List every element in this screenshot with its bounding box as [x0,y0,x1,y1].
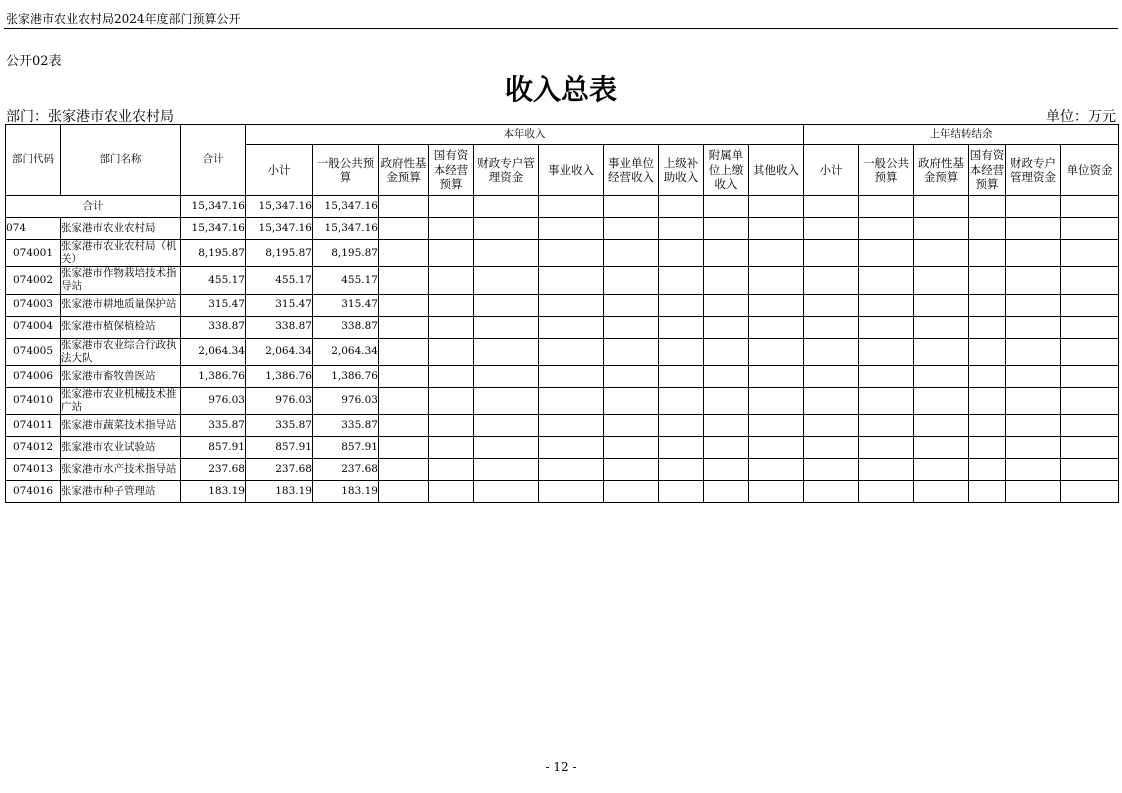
empty-cell [539,481,604,503]
empty-cell [659,338,704,365]
empty-cell [474,387,539,414]
empty-cell [704,415,749,437]
empty-cell [1006,415,1061,437]
empty-cell [429,316,474,338]
empty-cell [604,365,659,387]
empty-cell [749,240,804,267]
empty-cell [914,481,969,503]
empty-cell [969,338,1006,365]
cell-dept-name: 张家港市耕地质量保护站 [61,294,181,316]
cell-subtotal: 183.19 [246,481,313,503]
header-rule [4,28,1118,29]
empty-cell [859,294,914,316]
cell-dept-code: 074004 [6,316,61,338]
col-current-subtotal: 小计 [246,145,313,196]
table-row [6,218,1119,240]
empty-cell [659,415,704,437]
empty-cell [1061,387,1119,414]
cell-subtotal: 976.03 [246,387,313,414]
cell-subtotal: 1,386.76 [246,365,313,387]
empty-cell [379,316,429,338]
cell-dept-name: 张家港市农业农村局 [61,218,181,240]
page-title: 收入总表 [504,73,617,106]
empty-cell [429,481,474,503]
cell-dept-code: 074010 [6,387,61,414]
empty-cell [859,196,914,218]
cell-dept-code: 074012 [6,437,61,459]
empty-cell [914,415,969,437]
col-prev-gov-fund: 政府性基金预算 [914,145,969,196]
empty-cell [659,316,704,338]
empty-cell [429,437,474,459]
empty-cell [969,481,1006,503]
empty-cell [474,437,539,459]
empty-cell [1006,316,1061,338]
empty-cell [604,437,659,459]
cell-general-budget: 335.87 [313,415,379,437]
empty-cell [1061,218,1119,240]
col-prev-state-capital: 国有资本经营预算 [969,145,1006,196]
empty-cell [1061,294,1119,316]
empty-cell [704,338,749,365]
empty-cell [429,196,474,218]
total-label: 合计 [6,196,181,218]
table-number: 公开02表 [6,54,62,69]
empty-cell [539,365,604,387]
empty-cell [379,294,429,316]
empty-cell [859,267,914,294]
empty-cell [379,415,429,437]
empty-cell [704,218,749,240]
empty-cell [539,294,604,316]
empty-cell [1061,316,1119,338]
document-header: 张家港市农业农村局2024年度部门预算公开 [6,12,241,26]
empty-cell [1061,459,1119,481]
group-current-income: 本年收入 [246,125,804,145]
cell-dept-name: 张家港市蔬菜技术指导站 [61,415,181,437]
empty-cell [914,338,969,365]
cell-total: 1,386.76 [181,365,246,387]
table-body [6,196,1119,503]
table-row [6,365,1119,387]
empty-cell [379,459,429,481]
col-current-operating-income: 事业单位经营收入 [604,145,659,196]
empty-cell [804,365,859,387]
empty-cell [604,218,659,240]
empty-cell [804,437,859,459]
cell-subtotal: 15,347.16 [246,196,313,218]
empty-cell [539,218,604,240]
empty-cell [969,365,1006,387]
empty-cell [914,267,969,294]
cell-general-budget: 183.19 [313,481,379,503]
empty-cell [1006,459,1061,481]
empty-cell [914,459,969,481]
cell-total: 335.87 [181,415,246,437]
empty-cell [379,196,429,218]
empty-cell [704,437,749,459]
cell-dept-code: 074013 [6,459,61,481]
empty-cell [1006,196,1061,218]
cell-dept-name: 张家港市种子管理站 [61,481,181,503]
empty-cell [749,218,804,240]
empty-cell [704,481,749,503]
empty-cell [539,316,604,338]
empty-cell [969,415,1006,437]
empty-cell [804,267,859,294]
cell-total: 237.68 [181,459,246,481]
empty-cell [379,365,429,387]
empty-cell [804,481,859,503]
empty-cell [859,338,914,365]
cell-general-budget: 1,386.76 [313,365,379,387]
cell-dept-code: 074001 [6,240,61,267]
cell-general-budget: 8,195.87 [313,240,379,267]
empty-cell [379,240,429,267]
cell-total: 15,347.16 [181,196,246,218]
empty-cell [704,196,749,218]
empty-cell [429,240,474,267]
cell-dept-name: 张家港市农业试验站 [61,437,181,459]
empty-cell [659,218,704,240]
income-summary-table [5,124,1119,503]
empty-cell [604,294,659,316]
empty-cell [604,459,659,481]
empty-cell [969,267,1006,294]
department-label: 部门：张家港市农业农村局 [6,109,174,125]
empty-cell [1061,240,1119,267]
empty-cell [704,240,749,267]
table-row [6,316,1119,338]
cell-total: 2,064.34 [181,338,246,365]
cell-total: 183.19 [181,481,246,503]
empty-cell [1061,365,1119,387]
group-prev-carryover: 上年结转结余 [804,125,1119,145]
table-row [6,481,1119,503]
col-dept-code: 部门代码 [6,125,61,196]
empty-cell [704,365,749,387]
empty-cell [429,267,474,294]
cell-subtotal: 15,347.16 [246,218,313,240]
cell-subtotal: 455.17 [246,267,313,294]
cell-total: 976.03 [181,387,246,414]
empty-cell [749,196,804,218]
empty-cell [429,415,474,437]
empty-cell [474,481,539,503]
empty-cell [914,218,969,240]
empty-cell [859,387,914,414]
cell-general-budget: 976.03 [313,387,379,414]
cell-general-budget: 15,347.16 [313,196,379,218]
empty-cell [749,365,804,387]
empty-cell [914,437,969,459]
empty-cell [659,294,704,316]
empty-cell [474,365,539,387]
col-prev-special-account: 财政专户管理资金 [1006,145,1061,196]
empty-cell [474,415,539,437]
empty-cell [1006,365,1061,387]
cell-total: 455.17 [181,267,246,294]
cell-dept-code: 074011 [6,415,61,437]
table-row [6,387,1119,414]
empty-cell [379,437,429,459]
empty-cell [474,267,539,294]
cell-dept-name: 张家港市农业综合行政执法大队 [61,338,181,365]
col-current-business-income: 事业收入 [539,145,604,196]
empty-cell [704,459,749,481]
empty-cell [749,415,804,437]
empty-cell [1061,415,1119,437]
empty-cell [704,294,749,316]
cell-total: 338.87 [181,316,246,338]
cell-dept-code: 074016 [6,481,61,503]
empty-cell [604,240,659,267]
col-current-other-income: 其他收入 [749,145,804,196]
col-current-affiliated-income: 附属单位上缴收入 [704,145,749,196]
empty-cell [749,316,804,338]
empty-cell [804,218,859,240]
empty-cell [749,459,804,481]
empty-cell [1061,481,1119,503]
empty-cell [474,316,539,338]
empty-cell [604,338,659,365]
empty-cell [1006,240,1061,267]
table-row [6,240,1119,267]
cell-dept-name: 张家港市植保植检站 [61,316,181,338]
empty-cell [804,196,859,218]
empty-cell [749,294,804,316]
empty-cell [1006,481,1061,503]
empty-cell [704,387,749,414]
col-total: 合计 [181,125,246,196]
empty-cell [859,415,914,437]
empty-cell [429,338,474,365]
empty-cell [749,481,804,503]
empty-cell [969,459,1006,481]
empty-cell [429,387,474,414]
cell-subtotal: 8,195.87 [246,240,313,267]
empty-cell [859,459,914,481]
cell-total: 8,195.87 [181,240,246,267]
cell-dept-code: 074003 [6,294,61,316]
empty-cell [969,437,1006,459]
empty-cell [659,365,704,387]
empty-cell [914,294,969,316]
cell-general-budget: 857.91 [313,437,379,459]
empty-cell [604,267,659,294]
empty-cell [474,459,539,481]
cell-dept-code: 074002 [6,267,61,294]
empty-cell [379,267,429,294]
empty-cell [539,267,604,294]
empty-cell [604,196,659,218]
empty-cell [914,240,969,267]
empty-cell [969,294,1006,316]
empty-cell [704,316,749,338]
cell-total: 857.91 [181,437,246,459]
empty-cell [804,338,859,365]
empty-cell [659,196,704,218]
empty-cell [749,267,804,294]
empty-cell [1006,437,1061,459]
cell-total: 15,347.16 [181,218,246,240]
cell-general-budget: 315.47 [313,294,379,316]
empty-cell [859,218,914,240]
cell-general-budget: 15,347.16 [313,218,379,240]
cell-subtotal: 338.87 [246,316,313,338]
empty-cell [914,365,969,387]
empty-cell [1006,338,1061,365]
empty-cell [1061,196,1119,218]
empty-cell [969,387,1006,414]
empty-cell [474,294,539,316]
col-current-general-budget: 一般公共预算 [313,145,379,196]
empty-cell [859,316,914,338]
empty-cell [379,218,429,240]
empty-cell [1061,338,1119,365]
empty-cell [379,387,429,414]
col-current-superior-subsidy: 上级补助收入 [659,145,704,196]
empty-cell [659,481,704,503]
cell-subtotal: 857.91 [246,437,313,459]
empty-cell [859,481,914,503]
empty-cell [1006,387,1061,414]
table-row [6,459,1119,481]
col-dept-name: 部门名称 [61,125,181,196]
empty-cell [474,218,539,240]
empty-cell [804,240,859,267]
cell-subtotal: 2,064.34 [246,338,313,365]
empty-cell [1061,437,1119,459]
col-current-state-capital: 国有资本经营预算 [429,145,474,196]
cell-dept-code: 074 [6,218,61,240]
table-row [6,415,1119,437]
cell-subtotal: 315.47 [246,294,313,316]
page-number: - 12 - [545,760,577,774]
empty-cell [474,240,539,267]
empty-cell [429,218,474,240]
empty-cell [429,459,474,481]
empty-cell [604,481,659,503]
empty-cell [914,196,969,218]
cell-subtotal: 335.87 [246,415,313,437]
table-row [6,294,1119,316]
empty-cell [539,437,604,459]
empty-cell [804,415,859,437]
empty-cell [969,196,1006,218]
empty-cell [969,218,1006,240]
empty-cell [859,437,914,459]
total-row [6,196,1119,218]
empty-cell [604,316,659,338]
empty-cell [539,338,604,365]
empty-cell [539,387,604,414]
cell-dept-code: 074006 [6,365,61,387]
cell-dept-name: 张家港市农业机械技术推广站 [61,387,181,414]
col-current-gov-fund: 政府性基金预算 [379,145,429,196]
empty-cell [379,481,429,503]
cell-general-budget: 455.17 [313,267,379,294]
empty-cell [749,437,804,459]
cell-subtotal: 237.68 [246,459,313,481]
empty-cell [1006,294,1061,316]
empty-cell [804,387,859,414]
empty-cell [429,365,474,387]
empty-cell [749,387,804,414]
empty-cell [474,196,539,218]
header-row-groups [6,125,1119,145]
empty-cell [539,459,604,481]
table-row [6,267,1119,294]
table-row [6,338,1119,365]
col-prev-general-budget: 一般公共预算 [859,145,914,196]
empty-cell [704,267,749,294]
empty-cell [379,338,429,365]
col-prev-unit-funds: 单位资金 [1061,145,1119,196]
empty-cell [914,387,969,414]
empty-cell [474,338,539,365]
empty-cell [659,437,704,459]
cell-dept-name: 张家港市作物栽培技术指导站 [61,267,181,294]
empty-cell [969,316,1006,338]
cell-total: 315.47 [181,294,246,316]
cell-general-budget: 338.87 [313,316,379,338]
unit-label: 单位：万元 [1046,109,1116,125]
empty-cell [604,415,659,437]
empty-cell [914,316,969,338]
empty-cell [539,196,604,218]
empty-cell [804,459,859,481]
empty-cell [539,415,604,437]
cell-general-budget: 237.68 [313,459,379,481]
empty-cell [1006,218,1061,240]
table-row [6,437,1119,459]
empty-cell [659,459,704,481]
empty-cell [859,365,914,387]
empty-cell [539,240,604,267]
empty-cell [659,267,704,294]
empty-cell [749,338,804,365]
cell-dept-code: 074005 [6,338,61,365]
col-current-special-account: 财政专户管理资金 [474,145,539,196]
cell-dept-name: 张家港市水产技术指导站 [61,459,181,481]
cell-dept-name: 张家港市畜牧兽医站 [61,365,181,387]
col-prev-subtotal: 小计 [804,145,859,196]
empty-cell [659,240,704,267]
empty-cell [429,294,474,316]
empty-cell [969,240,1006,267]
empty-cell [804,294,859,316]
empty-cell [859,240,914,267]
empty-cell [604,387,659,414]
empty-cell [659,387,704,414]
empty-cell [804,316,859,338]
cell-general-budget: 2,064.34 [313,338,379,365]
empty-cell [1006,267,1061,294]
cell-dept-name: 张家港市农业农村局（机关） [61,240,181,267]
empty-cell [1061,267,1119,294]
